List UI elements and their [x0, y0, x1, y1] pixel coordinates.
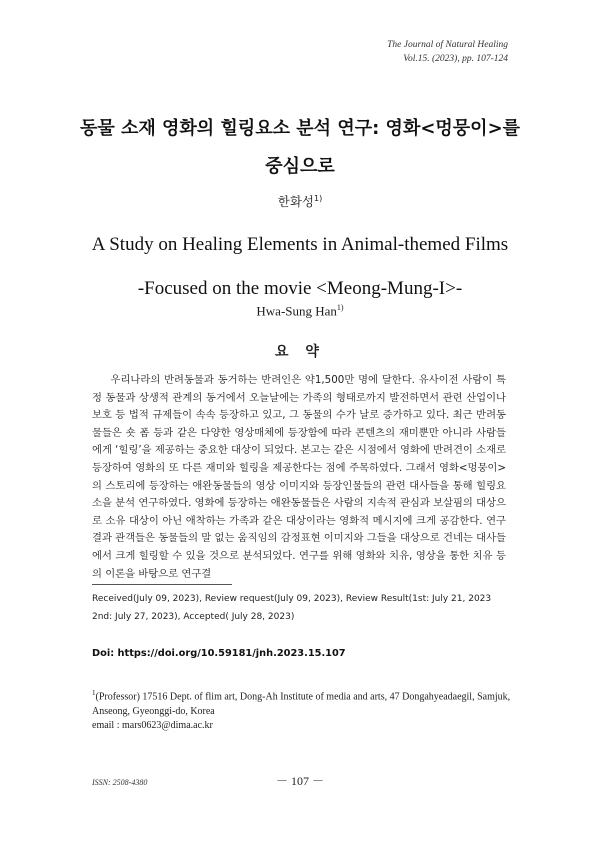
english-title	[40, 223, 560, 311]
korean-author	[0, 192, 600, 210]
author-affiliation	[92, 686, 512, 734]
korean-title: 동물 소재 영화의 힐링요소 분석 연구: 영화<멍뭉이>를 중심으로	[79, 118, 521, 177]
journal-volume: Vol.15. (2023), pp. 107-124	[403, 54, 508, 64]
english-author	[0, 303, 600, 319]
abstract-heading: 요 약	[275, 344, 325, 360]
affiliation-mark: 1	[92, 689, 96, 697]
affiliation-text: (Professor) 17516 Dept. of flim art, Dong-Ah Institute of media and arts, 47 Dongahyeadaegil, Samjuk, Anseong, Gyeonggi-do, Korea	[92, 691, 511, 717]
english-author-footnote-mark: 1)	[336, 303, 344, 312]
english-title-main: A Study on Healing Elements in Animal-themed Films	[91, 234, 509, 255]
received-dates: Received(July 09, 2023), Review request(July 09, 2023), Review Result(1st: July 21, 2023 2nd: July 27, 2023), Accepted( July 28, 2023)	[92, 594, 492, 622]
footnote-divider	[92, 584, 232, 585]
korean-author-footnote-mark: 1)	[314, 193, 323, 203]
author-email[interactable]: email : mars0623@dima.ac.kr	[92, 720, 213, 732]
affiliation-line	[92, 686, 512, 719]
abstract-body: 우리나라의 반려동물과 동거하는 반려인은 약1,500만 명에 달한다. 유사이전 사람이 특정 동물과 상생적 관계의 동거에서 오늘날에는 가족의 형태로까지 발전하면서 관련 산업이나 보호 등 법적 규제들이 속속 등장하고 있고, 그 동물의 수가 날로 증가하고 있다. 최근 반려동물들은 숏 폼 등과 같은 다양한 영상매체에 등장함에 따라 콘텐츠의 재미뿐만 아니라 사람들에게 ‘힐링’을 제공하는 중요한 대상이 되었다. 본고는 같은 시점에서 영화에 반려견이 소재로 등장하여 영화의 또 다른 재미와 힐링을 제공한다는 점에 주목하였다. 그래서 영화<멍뭉이>의 스토리에 등장하는 애완동물들의 영상 이미지와 등장인물들의 관련 대사들을 통해 힐링요소을 분석 연구하였다. 영화에 등장하는 애완동물들은 사람의 지속적 관심과 보살핌의 대상으로 소유 대상이 아닌 애착하는 가족과 같은 대상이라는 영화적 메시지에 크게 공감한다. 연구결과 관객들은 동물들의 말 없는 움직임의 감정표현 이미지와 그들을 대상으로 건네는 대사들에서 크게 힐링할 수 있을 것으로 분석되었다. 연구를 위해 영화와 치유, 영상을 통한 치유 등의 이론을 바탕으로 연구결	[92, 374, 506, 580]
english-title-sub: -Focused on the movie <Meong-Mung-I>-	[137, 278, 463, 299]
journal-header	[387, 38, 508, 66]
korean-author-name: 한화성	[277, 194, 314, 209]
english-author-name: Hwa-Sung Han	[256, 303, 337, 319]
doi-link[interactable]: Doi: https://doi.org/10.59181/jnh.2023.15.107	[92, 648, 346, 659]
page-number: － 107 －	[275, 774, 324, 788]
issn: ISSN: 2508-4380	[92, 778, 148, 787]
journal-name: The Journal of Natural Healing	[387, 40, 508, 50]
